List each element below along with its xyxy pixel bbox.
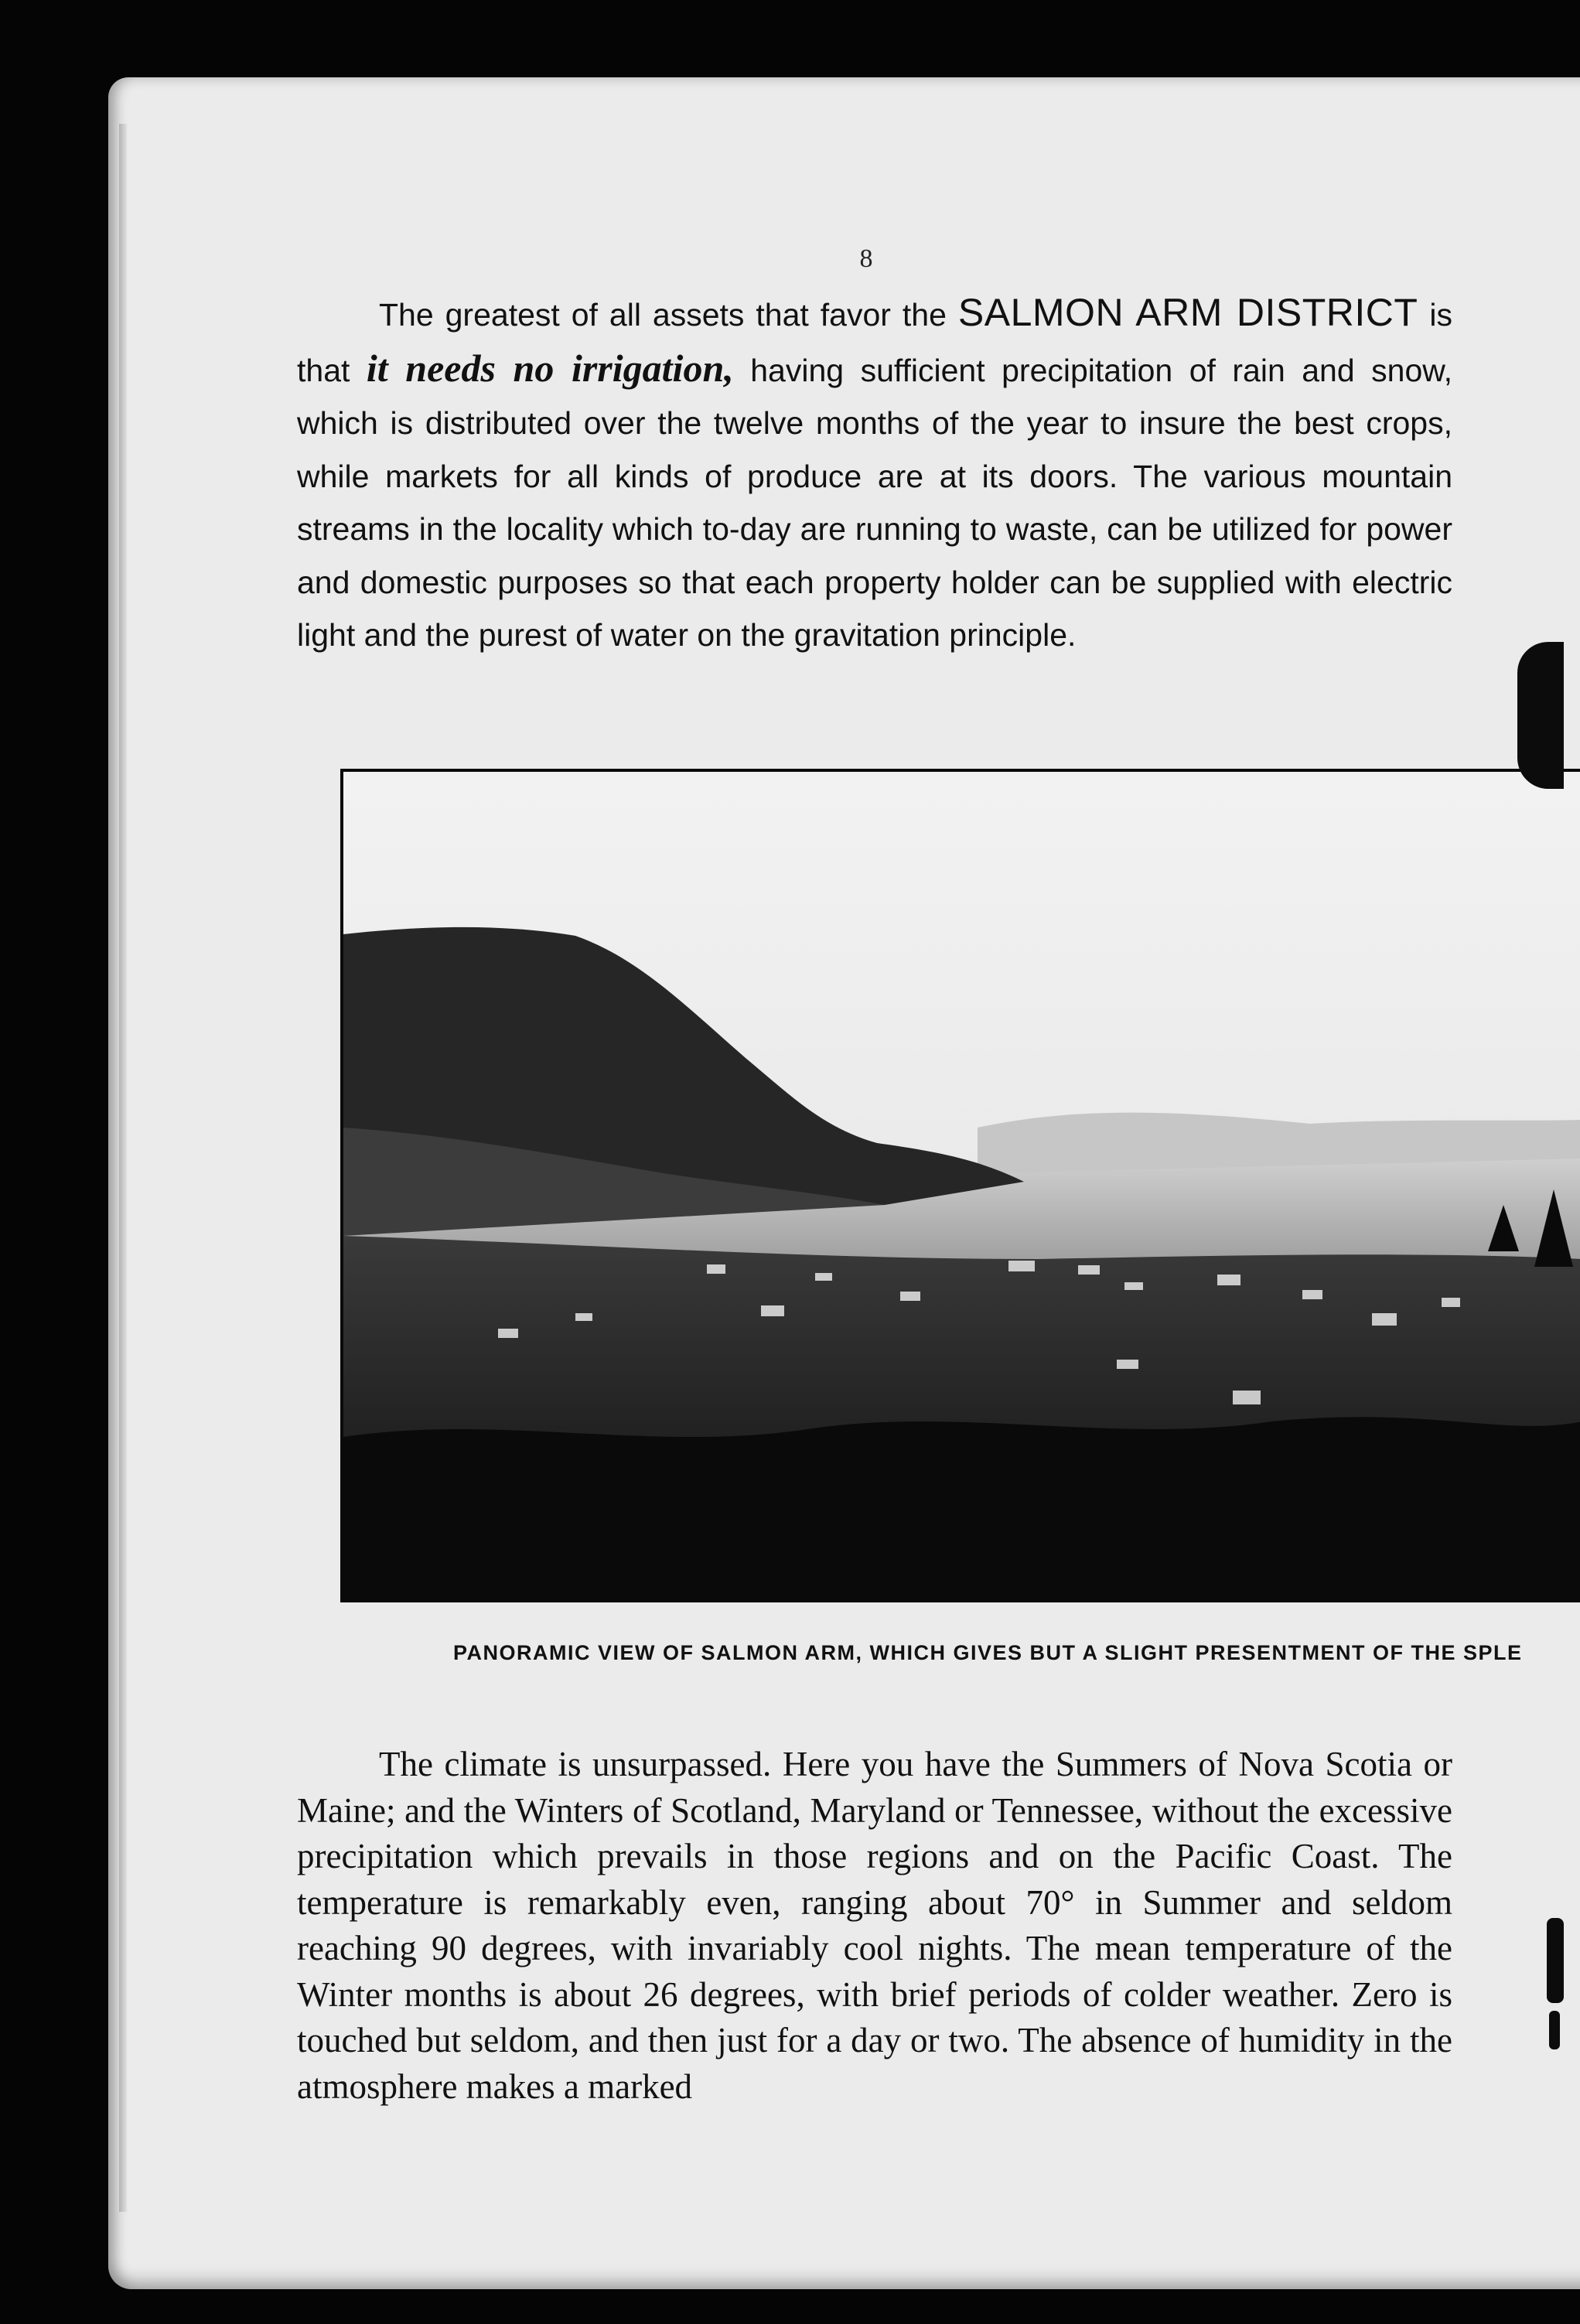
margin-ink-mark [1547,1918,1564,2003]
district-name-caps: SALMON ARM DISTRICT [957,291,1418,334]
paragraph-lead-text: The greatest of all assets that favor the [379,297,958,333]
margin-ink-mark-small [1549,2011,1560,2049]
paragraph-mid-text: is that [297,297,1452,388]
margin-ink-blot [1517,642,1564,789]
irrigation-emphasis: it needs no irrigation, [366,346,734,390]
salmon-arm-landscape-image [343,772,1580,1599]
paragraph-rest-text: having sufficient precipitation of rain and snow, which is distributed over the twelve months of the year to insure the best crops, while markets for all kinds of produce are at its doors. The various mountain streams in the locality which to-day are running to waste, can be utilized for power and domestic purposes so that each property holder can be supplied with electric light and the purest of water on the gravitation principle. [297,352,1453,653]
panoramic-photo [340,769,1580,1602]
paragraph-climate [297,1742,1452,2110]
page-number: 8 [859,244,873,273]
photo-caption: PANORAMIC VIEW OF SALMON ARM, WHICH GIVES BUT A SLIGHT PRESENTMENT OF THE SPLE [453,1641,1523,1664]
paragraph-irrigation [297,286,1452,662]
climate-text: The climate is unsurpassed. Here you have the Summers of Nova Scotia or Maine; and the Winters of Scotland, Maryland or Tennessee, without the excessive precipitation which prevails in those regions and on the Pacific Coast. The temperature is remarkably even, ranging about 70° in Summer and seldom reaching 90 degrees, with invariably cool nights. The mean temperature of the Winter months is about 26 degrees, with brief periods of colder weather. Zero is touched but seldom, and then just for a day or two. The absence of humidity in the atmosphere makes a marked [297,1745,1452,2106]
